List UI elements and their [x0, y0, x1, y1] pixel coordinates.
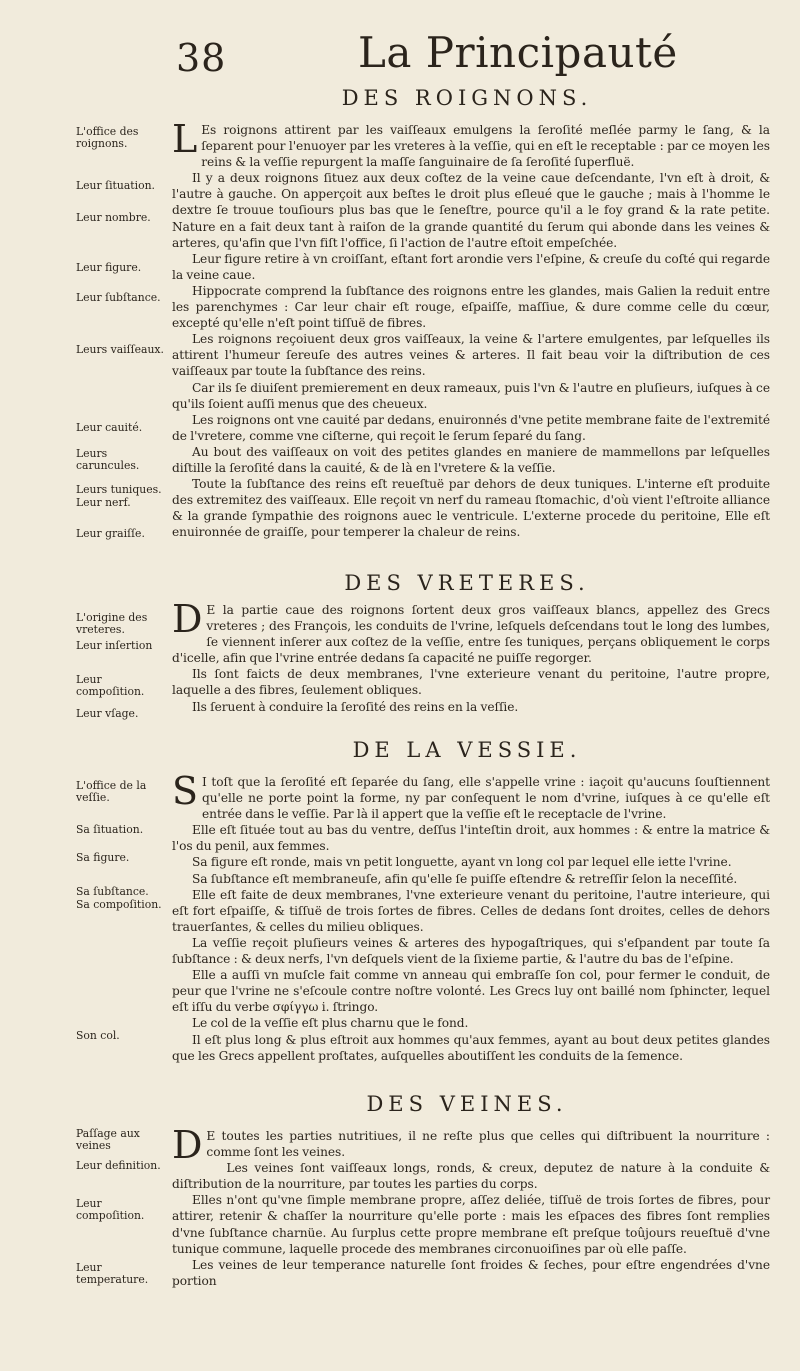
running-title: La Principauté: [358, 28, 678, 77]
marginal-note: L'origine des vreteres.: [76, 611, 148, 636]
marginal-note: Leur definition.: [76, 1159, 161, 1172]
paragraph: Leur figure retire à vn croiſſant, eſtant fort arondie vers l'eſpine, & creuſe du coſté qui regarde la veine caue.: [172, 251, 770, 282]
section-title-vreteres: DES VRETERES.: [344, 571, 590, 595]
marginal-note: L'office des roignons.: [76, 125, 139, 150]
paragraph: Hippocrate comprend la ſubſtance des roignons entre les glandes, mais Galien la reduit entre les parenchymes : Car leur chair eſt rouge, eſpaiſſe, maſſiue, & dure comme celle du cœur, excepté qu'elle n'eſt point tiſſuë de fibres.: [172, 283, 770, 331]
paragraph: Le col de la veſſie eſt plus charnu que le fond.: [192, 1016, 469, 1031]
marginal-note: Leur inſertion: [76, 639, 153, 652]
marginal-note: Leur graiſſe.: [76, 527, 145, 540]
drop-cap: D: [172, 597, 203, 641]
paragraph: Elles n'ont qu'vne ſimple membrane propre, aſſez deliée, tiſſuë de trois ſortes de fibres, pour attirer, retenir & chaſſer la nourriture qu'elle porte : mais les eſpaces des fibres ſont remplies d'vne ſubſtance charnüe. Au ſurplus cette propre membrane eſt preſque toûjours reueſtuë d'vne tunique commune, laquelle procede des membranes circonuoiſines par où elle paſſe.: [172, 1193, 770, 1256]
section-body-veines: [172, 1123, 770, 1289]
marginal-note: L'office de la veſſie.: [76, 779, 147, 804]
page-number: 38: [176, 36, 227, 80]
paragraph: Elle eſt ſituée tout au bas du ventre, deſſus l'inteſtin droit, aux hommes : & entre la matrice & l'os du penil, aux femmes.: [172, 823, 770, 854]
marginal-note: Leur compoſition.: [76, 1197, 145, 1222]
marginal-note: Leur temperature.: [76, 1261, 149, 1286]
drop-cap: S: [172, 769, 198, 813]
marginal-note: Sa ſubſtance.: [76, 885, 149, 898]
section-title-veines: DES VEINES.: [366, 1092, 568, 1116]
marginal-note: Leur figure.: [76, 261, 142, 274]
paragraph: Ils ſont faicts de deux membranes, l'vne exterieure venant du peritoine, l'autre propre, laquelle a des fibres, ſeulement obliques.: [172, 667, 770, 698]
marginal-note: Leur cauité.: [76, 421, 143, 434]
marginal-note: Leur nombre.: [76, 211, 151, 224]
paragraph: S I toſt que la ſeroſité eſt ſeparée du ſang, elle s'appelle vrine : iaçoit qu'aucuns ſouſtiennent qu'elle ne porte point la forme, ny par conſequent le nom d'vrine, iuſques à ce qu'elle eſt entrée dans le veſſie. Par là il appert que la veſſie eſt le receptacle de l'vrine.: [172, 769, 770, 822]
section-title-roignons: DES ROIGNONS.: [341, 86, 593, 110]
marginal-note: Sa compoſition.: [76, 898, 162, 911]
paragraph: Car ils ſe diuiſent premierement en deux rameaux, puis l'vn & l'autre en pluſieurs, iuſques à ce qu'ils ſoient auſſi menus que des cheueux.: [172, 380, 770, 411]
paragraph: L Es roignons attirent par les vaiſſeaux emulgens la ſeroſité meſlée parmy le ſang, & la ſeparent pour l'enuoyer par les vreteres à la veſſie, qui en eſt le receptable : par ce moyen les reins & la veſſie repurgent la maſſe ſanguinaire de ſa ſeroſité ſuperfluë.: [172, 117, 770, 170]
paragraph: D E toutes les parties nutritiues, il ne reſte plus que celles qui diſtribuent la nourriture : comme ſont les veines.: [172, 1123, 770, 1167]
paragraph: Elle eſt faite de deux membranes, l'vne exterieure venant du peritoine, l'autre interieure, qui eſt fort eſpaiſſe, & tiſſuë de trois ſortes de fibres. Celles de dedans ſont droites, celles de dehors trauerſantes, & celles du milieu obliques.: [172, 887, 770, 934]
marginal-note: Leurs caruncules.: [76, 447, 140, 472]
marginal-note: Leur compoſition.: [76, 673, 145, 698]
paragraph: Les veines de leur temperance naturelle ſont froides & ſeches, pour eſtre engendrées d'vne portion: [172, 1257, 770, 1288]
marginal-note: Son col.: [76, 1029, 120, 1042]
paragraph: Elle a auſſi vn muſcle fait comme vn anneau qui embraſſe ſon col, pour fermer le conduit, de peur que l'vrine ne s'eſcoule contre noſtre volonté. Les Grecs luy ont baillé nom ſphincter, lequel eſt iſſu du verbe σφίγγω i. ſtringo.: [172, 968, 770, 1015]
marginal-note: Sa ſituation.: [76, 823, 144, 836]
paragraph: D E la partie caue des roignons ſortent deux gros vaiſſeaux blancs, appellez des Grecs vreteres ; des François, les conduits de l'vrine, leſquels deſcendans tout le long des lumbes, ſe viennent inſerer aux coſtez de la veſſie, entre ſes tuniques, perçans obliquement le corps d'icelle, afin que l'vrine entrée dedans ſa capacité ne puiſſe regorger.: [172, 597, 770, 666]
section-body-vessie: [172, 769, 770, 1064]
paragraph: La veſſie reçoit pluſieurs veines & arteres des hypogaſtriques, qui s'eſpandent par toute ſa ſubſtance : & deux nerfs, l'vn deſquels vient de la ſixieme partie, & l'autre du bas de l'eſpine.: [172, 935, 770, 967]
section-body-roignons: [172, 117, 770, 540]
section-title-vessie: DE LA VESSIE.: [352, 738, 582, 762]
paragraph: Il y a deux roignons ſituez aux deux coſtez de la veine caue deſcendante, l'vn eſt à droit, & l'autre à gauche. On apperçoit aux beſtes le droit plus eſleué que le gauche ; mais à l'homme le dextre ſe trouue touſiours plus bas que le ſeneſtre, pource qu'il a le foy grand & la rate petite. Nature en a fait deux tant à raiſon de la grande quantité du ſerum qui abonde dans les veines & arteres, qu'afin que l'vn fiſt l'office, ſi l'action de l'autre eſtoit empeſchée.: [172, 171, 770, 250]
marginal-note: Leurs tuniques.: [76, 483, 162, 496]
marginal-note: Paſſage aux veines: [76, 1127, 140, 1152]
marginal-note: Leurs vaiſſeaux.: [76, 343, 164, 356]
drop-cap: L: [172, 117, 198, 161]
section-body-vreteres: [172, 597, 770, 715]
paragraph: Les veines ſont vaiſſeaux longs, ronds, & creux, deputez de nature à la conduite & diſtribution de la nourriture, par toutes les parties du corps.: [172, 1161, 770, 1192]
paragraph: Toute la ſubſtance des reins eſt reueſtuë par dehors de deux tuniques. L'interne eſt produite des extremitez des vaiſſeaux. Elle reçoit vn nerf du rameau ſtomachic, d'où vient l'eſtroite alliance & la grande ſympathie des roignons auec le ventricule. L'externe procede du peritoine, Elle eſt enuironnée de graiſſe, pour temperer la chaleur de reins.: [172, 477, 770, 540]
marginal-note: Sa figure.: [76, 851, 130, 864]
marginal-note: Leur vſage.: [76, 707, 139, 720]
paragraph: Au bout des vaiſſeaux on voit des petites glandes en maniere de mammellons par leſquelles diſtille la ſeroſité dans la cauité, & de là en l'vretere & la veſſie.: [172, 444, 770, 475]
paragraph: Il eſt plus long & plus eſtroit aux hommes qu'aux femmes, ayant au bout deux petites glandes que les Grecs appellent proſtates, auſquelles aboutiſſent les conduits de la ſemence.: [172, 1032, 770, 1063]
marginal-note: Leur ſubſtance.: [76, 291, 161, 304]
paragraph: Ils ſeruent à conduire la ſeroſité des reins en la veſſie.: [192, 699, 519, 714]
drop-cap: D: [172, 1123, 203, 1167]
paragraph: Sa ſubſtance eſt membraneuſe, afin qu'elle ſe puiſſe eſtendre & retreſſir ſelon la neceſſité.: [192, 871, 738, 886]
marginal-note: Leur ſituation.: [76, 179, 155, 192]
paragraph: Les roignons reçoiuent deux gros vaiſſeaux, la veine & l'artere emulgentes, par leſquelles ils attirent l'humeur ſereuſe des autres veines & arteres. Il fait beau voir la diſtribution de ces vaiſſeaux par toute la ſubſtance des reins.: [172, 332, 770, 379]
paragraph: Sa figure eſt ronde, mais vn petit longuette, ayant vn long col par lequel elle iette l'vrine.: [192, 855, 732, 870]
marginal-note: Leur nerf.: [76, 496, 131, 509]
paragraph: Les roignons ont vne cauité par dedans, enuironnés d'vne petite membrane faite de l'extremité de l'vretere, comme vne ciſterne, qui reçoit le ſerum ſeparé du ſang.: [172, 412, 770, 443]
